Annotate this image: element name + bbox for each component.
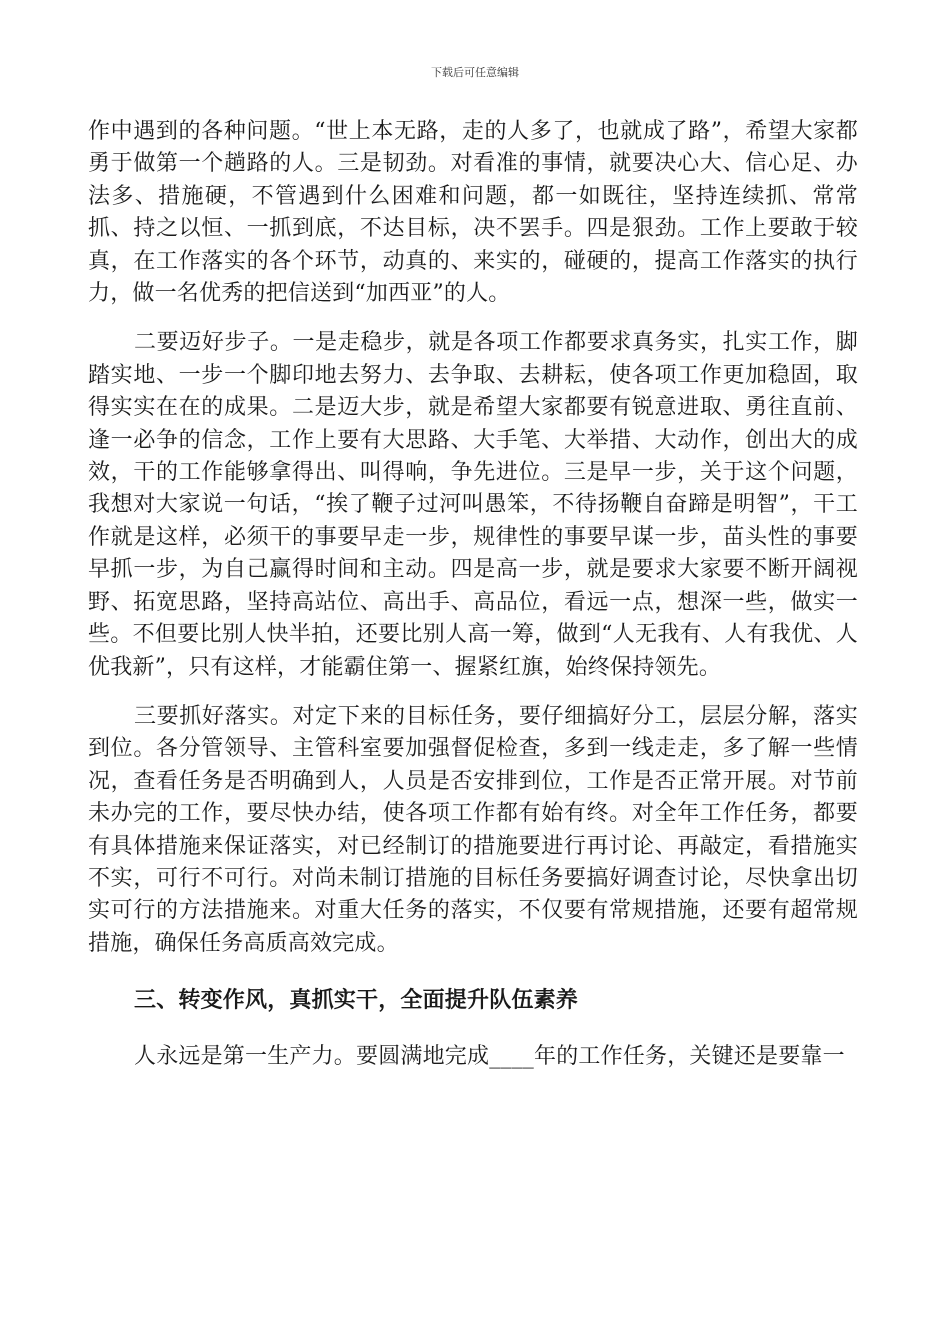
paragraph-continuation: 作中遇到的各种问题。“世上本无路，走的人多了，也就成了路”，希望大家都勇于做第一个趟路的人。三是韧劲。对看准的事情，就要决心大、信心足、办法多、措施硬，不管遇到什么困难和问题，都一如既往，坚持连续抓、常常抓、持之以恒、一抓到底，不达目标，决不罢手。四是狠劲。工作上要敢于较真，在工作落实的各个环节，动真的、来实的，碰硬的，提高工作落实的执行力，做一名优秀的把信送到“加西亚”的人。 (88, 119, 858, 307)
document-body (88, 116, 858, 1073)
page-header: 下载后可任意编辑 (431, 66, 519, 79)
section-heading: 三、转变作风，真抓实干，全面提升队伍素养 (134, 987, 579, 1014)
paragraph-productivity: 人永远是第一生产力。要圆满地完成____年的工作任务，关键还是要靠一 (134, 1043, 845, 1069)
paragraph-implementation: 三要抓好落实。对定下来的目标任务，要仔细搞好分工，层层分解，落实到位。各分管领导、主管科室要加强督促检查，多到一线走走，多了解一些情况，查看任务是否明确到人，人员是否安排到位，工作是否正常开展。对节前未办完的工作，要尽快办结，使各项工作都有始有终。对全年工作任务，都要有具体措施来保证落实，对已经制订的措施要进行再讨论、再敲定，看措施实不实，可行不可行。对尚未制订措施的目标任务要搞好调查讨论，尽快拿出切实可行的方法措施来。对重大任务的落实，不仅要有常规措施，还要有超常规措施，确保任务高质高效完成。 (88, 703, 858, 956)
paragraph-step-forward: 二要迈好步子。一是走稳步，就是各项工作都要求真务实，扎实工作，脚踏实地、一步一个脚印地去努力、去争取、去耕耘，使各项工作更加稳固，取得实实在在的成果。二是迈大步，就是希望大家都要有锐意进取、勇往直前、逢一必争的信念，工作上要有大思路、大手笔、大举措、大动作，创出大的成效，干的工作能够拿得出、叫得响，争先进位。三是早一步，关于这个问题，我想对大家说一句话，“挨了鞭子过河叫愚笨，不待扬鞭自奋蹄是明智”，干工作就是这样，必须干的事要早走一步，规律性的事要早谋一步，苗头性的事要早抓一步，为自己赢得时间和主动。四是高一步，就是要求大家要不断开阔视野、拓宽思路，坚持高站位、高出手、高品位，看远一点，想深一些，做实一些。不但要比别人快半拍，还要比别人高一筹，做到“人无我有、人有我优、人优我新”，只有这样，才能霸住第一、握紧红旗，始终保持领先。 (88, 330, 858, 680)
